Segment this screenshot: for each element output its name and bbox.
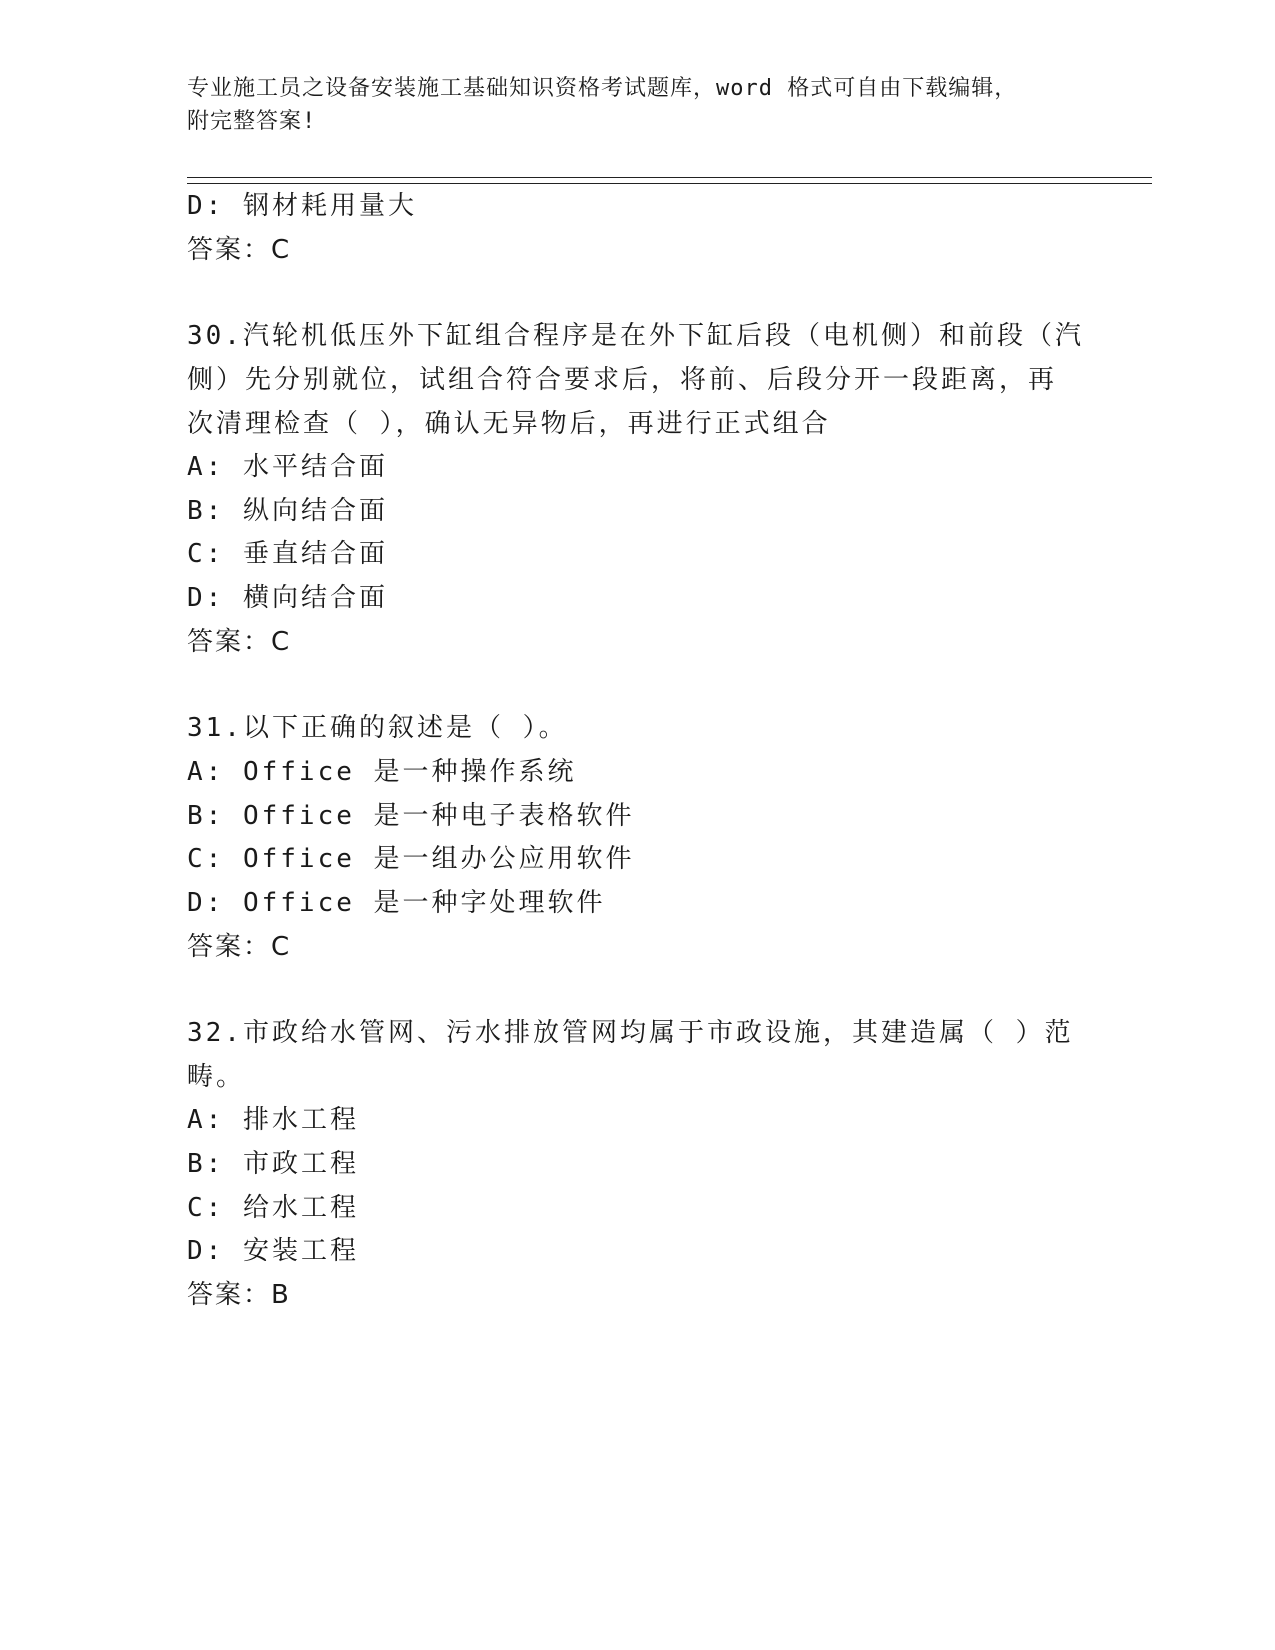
question-stem-32-line-1: 32.市政给水管网、污水排放管网均属于市政设施，其建造属（ ）范 — [187, 1018, 1074, 1048]
header-divider-bottom — [187, 183, 1152, 184]
option-c: C: Office 是一组办公应用软件 — [187, 844, 635, 874]
option-d: D: 横向结合面 — [187, 583, 388, 613]
answer-line: 答案：B — [187, 1280, 291, 1310]
document-header — [187, 72, 1087, 138]
option-a: A: 排水工程 — [187, 1105, 359, 1135]
question-stem-30-line-3: 次清理检查（ ），确认无异物后，再进行正式组合 — [187, 409, 831, 439]
option-c: C: 给水工程 — [187, 1193, 359, 1223]
header-divider-top — [187, 177, 1152, 178]
header-line-1: 专业施工员之设备安装施工基础知识资格考试题库，word 格式可自由下载编辑， — [187, 76, 1018, 101]
question-stem-31: 31.以下正确的叙述是（ ）。 — [187, 713, 568, 743]
answer-line: 答案：C — [187, 932, 292, 962]
header-line-2: 附完整答案! — [187, 109, 317, 134]
question-stem-30-line-1: 30.汽轮机低压外下缸组合程序是在外下缸后段（电机侧）和前段（汽 — [187, 321, 1084, 351]
option-b: B: 市政工程 — [187, 1149, 359, 1179]
option-c: C: 垂直结合面 — [187, 539, 388, 569]
option-b: B: Office 是一种电子表格软件 — [187, 801, 635, 831]
option-a: A: 水平结合面 — [187, 452, 388, 482]
option-a: A: Office 是一种操作系统 — [187, 757, 577, 787]
question-stem-30-line-2: 侧）先分别就位，试组合符合要求后，将前、后段分开一段距离，再 — [187, 365, 1058, 395]
answer-line: 答案：C — [187, 235, 292, 265]
option-b: B: 纵向结合面 — [187, 496, 388, 526]
option-d: D: 安装工程 — [187, 1236, 359, 1266]
option-d: D: Office 是一种字处理软件 — [187, 888, 606, 918]
option-d: D: 钢材耗用量大 — [187, 191, 417, 221]
answer-line: 答案：C — [187, 627, 292, 657]
question-stem-32-line-2: 畴。 — [187, 1062, 246, 1092]
